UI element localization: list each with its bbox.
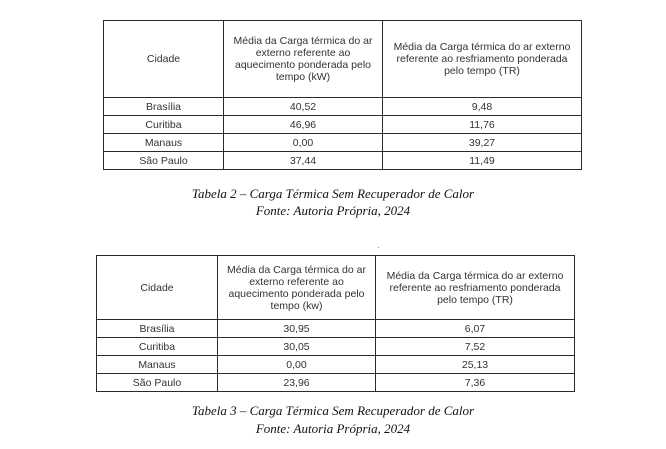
table-3-caption: Tabela 3 – Carga Térmica Sem Recuperador de Calor: [191, 403, 475, 418]
table-row: [104, 152, 582, 170]
heating-load-cell: 37,44: [224, 152, 383, 170]
city-cell: Curitiba: [97, 338, 218, 356]
cooling-load-cell: 7,52: [376, 338, 575, 356]
table-row: [97, 374, 575, 392]
stray-mark: [378, 247, 379, 248]
cooling-load-cell: 6,07: [376, 320, 575, 338]
table-header-row: [97, 256, 575, 320]
thermal-load-table-2: [103, 20, 582, 170]
city-cell: Brasília: [104, 98, 224, 116]
heating-load-cell: 23,96: [218, 374, 376, 392]
column-header-cooling-load: Média da Carga térmica do ar externo referente ao resfriamento ponderada pelo tempo (TR): [376, 256, 575, 320]
heating-load-cell: 46,96: [224, 116, 383, 134]
city-cell: Manaus: [104, 134, 224, 152]
heating-load-cell: 0,00: [224, 134, 383, 152]
column-header-city: Cidade: [104, 21, 224, 98]
table-3-source: Fonte: Autoria Própria, 2024: [255, 421, 411, 436]
city-cell: Curitiba: [104, 116, 224, 134]
city-cell: São Paulo: [104, 152, 224, 170]
cooling-load-cell: 11,49: [383, 152, 582, 170]
cooling-load-cell: 25,13: [376, 356, 575, 374]
table-row: [104, 134, 582, 152]
heating-load-cell: 40,52: [224, 98, 383, 116]
table-row: [104, 98, 582, 116]
cooling-load-cell: 9,48: [383, 98, 582, 116]
heating-load-cell: 30,95: [218, 320, 376, 338]
column-header-heating-load: Média da Carga térmica do ar externo referente ao aquecimento ponderada pelo tempo (kW): [224, 21, 383, 98]
column-header-city: Cidade: [97, 256, 218, 320]
table-row: [97, 338, 575, 356]
table-2-caption: Tabela 2 – Carga Térmica Sem Recuperador de Calor: [191, 186, 475, 201]
table-2-source: Fonte: Autoria Própria, 2024: [255, 203, 411, 218]
column-header-heating-load: Média da Carga térmica do ar externo referente ao aquecimento ponderada pelo tempo (kw): [218, 256, 376, 320]
table-row: [97, 320, 575, 338]
cooling-load-cell: 7,36: [376, 374, 575, 392]
heating-load-cell: 30,05: [218, 338, 376, 356]
heating-load-cell: 0,00: [218, 356, 376, 374]
city-cell: São Paulo: [97, 374, 218, 392]
table-row: [104, 116, 582, 134]
thermal-load-table-3: [96, 255, 575, 392]
cooling-load-cell: 11,76: [383, 116, 582, 134]
cooling-load-cell: 39,27: [383, 134, 582, 152]
city-cell: Brasília: [97, 320, 218, 338]
table-header-row: [104, 21, 582, 98]
table-row: [97, 356, 575, 374]
city-cell: Manaus: [97, 356, 218, 374]
column-header-cooling-load: Média da Carga térmica do ar externo referente ao resfriamento ponderada pelo tempo (TR): [383, 21, 582, 98]
